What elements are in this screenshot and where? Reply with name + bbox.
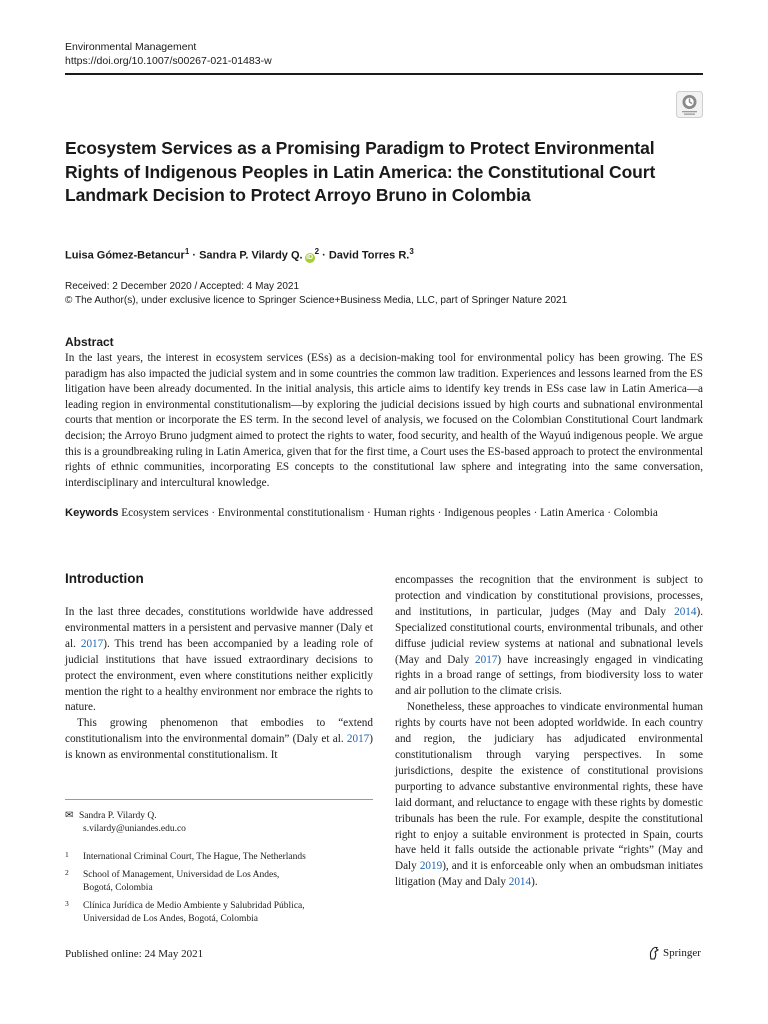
- paragraph: Nonetheless, these approaches to vindicate environmental human rights by courts have not been adopted worldwide. In each country and region, the judiciary has adjudicated environmental constitutionalism through varying perspectives. In some jurisdictions, despite the existence of constitutional provisions purporting to advance substantive environmental rights, these have laid dormant, and reluctance to engage with these rights by domestic tribunals has been the rule. For example, despite the constitutional right to enjoy a suitable environment is protected in Spain, courts have held it falls outside the actionable private “rights” (May and Daly 2019), and it is enforceable only when an ombudsman initiates litigation (May and Daly 2014).: [395, 701, 703, 889]
- license-line: © The Author(s), under exclusive licence to Springer Science+Business Media, LLC, part of Springer Nature 2021: [65, 295, 568, 306]
- envelope-icon: ✉: [65, 810, 74, 821]
- abstract-heading: Abstract: [65, 335, 114, 349]
- received-accepted: Received: 2 December 2020 / Accepted: 4 May 2021: [65, 281, 300, 292]
- paragraph: In the last three decades, constitutions worldwide have addressed environmental matters in a persistent and pervasive manner (Daly et al. 2017). This trend has been accompanied by a leading role of judicial institutions that have issued extraordinary decisions to protect the environment, even where constitutions neither explicitly mention the right to a healthy environment nor embrace the rights to nature.: [65, 606, 373, 714]
- springer-horse-icon: [648, 946, 660, 960]
- publication-dates: [65, 280, 567, 308]
- affiliation: 3 Clínica Jurídica de Medio Ambiente y Salubridad Pública, Universidad de Los Andes, Bogotá, Colombia: [65, 899, 305, 924]
- springer-logo: [648, 946, 701, 960]
- publisher-name: Springer: [663, 947, 701, 959]
- author-name[interactable]: Luisa Gómez-Betancur: [65, 249, 185, 262]
- keywords-list: Ecosystem services · Environmental constitutionalism · Human rights · Indigenous peoples · Latin America · Colombia: [121, 507, 658, 519]
- corresponding-email[interactable]: s.vilardy@uniandes.edu.co: [83, 824, 186, 834]
- keywords-label: Keywords: [65, 507, 119, 519]
- doi-link[interactable]: https://doi.org/10.1007/s00267-021-01483-w: [65, 55, 272, 67]
- left-column: [65, 605, 373, 764]
- keywords: [65, 505, 703, 521]
- affiliation: 2 School of Management, Universidad de Los Andes, Bogotá, Colombia: [65, 868, 280, 893]
- paragraph: This growing phenomenon that embodies to “extend constitutionalism into the environmental domain” (Daly et al. 2017) is known as environmental constitutionalism. It: [65, 717, 373, 762]
- header-rule: [65, 73, 703, 75]
- correspondence: [65, 809, 186, 836]
- citation-link[interactable]: 2017: [80, 637, 104, 650]
- introduction-heading: Introduction: [65, 571, 144, 586]
- citation-link[interactable]: 2014: [508, 876, 532, 889]
- right-column: [395, 573, 703, 891]
- author-name[interactable]: David Torres R.: [328, 249, 410, 262]
- paragraph: encompasses the recognition that the environment is subject to protection and vindication by constitutional provisions, processes, and institutions, in particular, judges (May and Daly 2014). Specialized constitutional courts, environmental tribunals, and other diffuse judicial review systems at national and subnational levels (May and Daly 2017) have increasingly engaged in vindicating rights in a broad range of settings, from biodiversity loss to water and air pollution to the climate crisis.: [395, 574, 704, 698]
- affiliation: 1 International Criminal Court, The Hague, The Netherlands: [65, 850, 306, 862]
- journal-header: [65, 40, 272, 68]
- citation-link[interactable]: 2014: [674, 605, 697, 618]
- published-online: Published online: 24 May 2021: [65, 948, 204, 960]
- citation-link[interactable]: 2017: [475, 653, 498, 666]
- citation-link[interactable]: 2019: [419, 860, 443, 873]
- orcid-icon[interactable]: iD: [306, 253, 314, 261]
- footnote-rule: [65, 799, 373, 800]
- author-list: Luisa Gómez-Betancur$^1$ · Sandra P. Vilardy Q. $iD^2$ · David Torres R.$^3$: [65, 247, 414, 262]
- author-name[interactable]: Sandra P. Vilardy Q.: [199, 249, 303, 262]
- citation-link[interactable]: 2017: [346, 733, 370, 746]
- corresponding-author: Sandra P. Vilardy Q.: [79, 811, 157, 821]
- abstract-text: In the last years, the interest in ecosystem services (ESs) as a decision-making tool for environmental policy has been growing. The ES paradigm has also impacted the judicial system and in some countries the common law tradition. Experiences and lessons learned from the ES litigation have been already documented. In the initial analysis, this article aims to identify key trends in ESs case law in Latin America—a leading region in environmental constitutionalism—by exploring the judicial decisions issued by high courts and subnational environmental courts that mention or incorporate the ES term. In the second level of analysis, we focused on the Colombian Constitutional Court landmark decision; the Arroyo Bruno judgment aimed to protect the rights to water, food security, and health of the Wayuú indigenous people. We argue this is a groundbreaking ruling in Latin America, given that for the first time, a Court uses the ES-based approach to protect the environmental rights of ethnic communities, incorporating ES concepts to the constitutional law sphere and integrating into the same conversation, interdisciplinary and intercultural knowledge.: [65, 352, 703, 489]
- check-for-updates-icon[interactable]: [676, 91, 703, 118]
- journal-name: Environmental Management: [65, 41, 197, 53]
- article-title: Ecosystem Services as a Promising Paradigm to Protect Environmental Rights of Indigenous Peoples in Latin America: the Constitutional Court Landmark Decision to Protect Arroyo Bruno in Colombia: [65, 138, 656, 205]
